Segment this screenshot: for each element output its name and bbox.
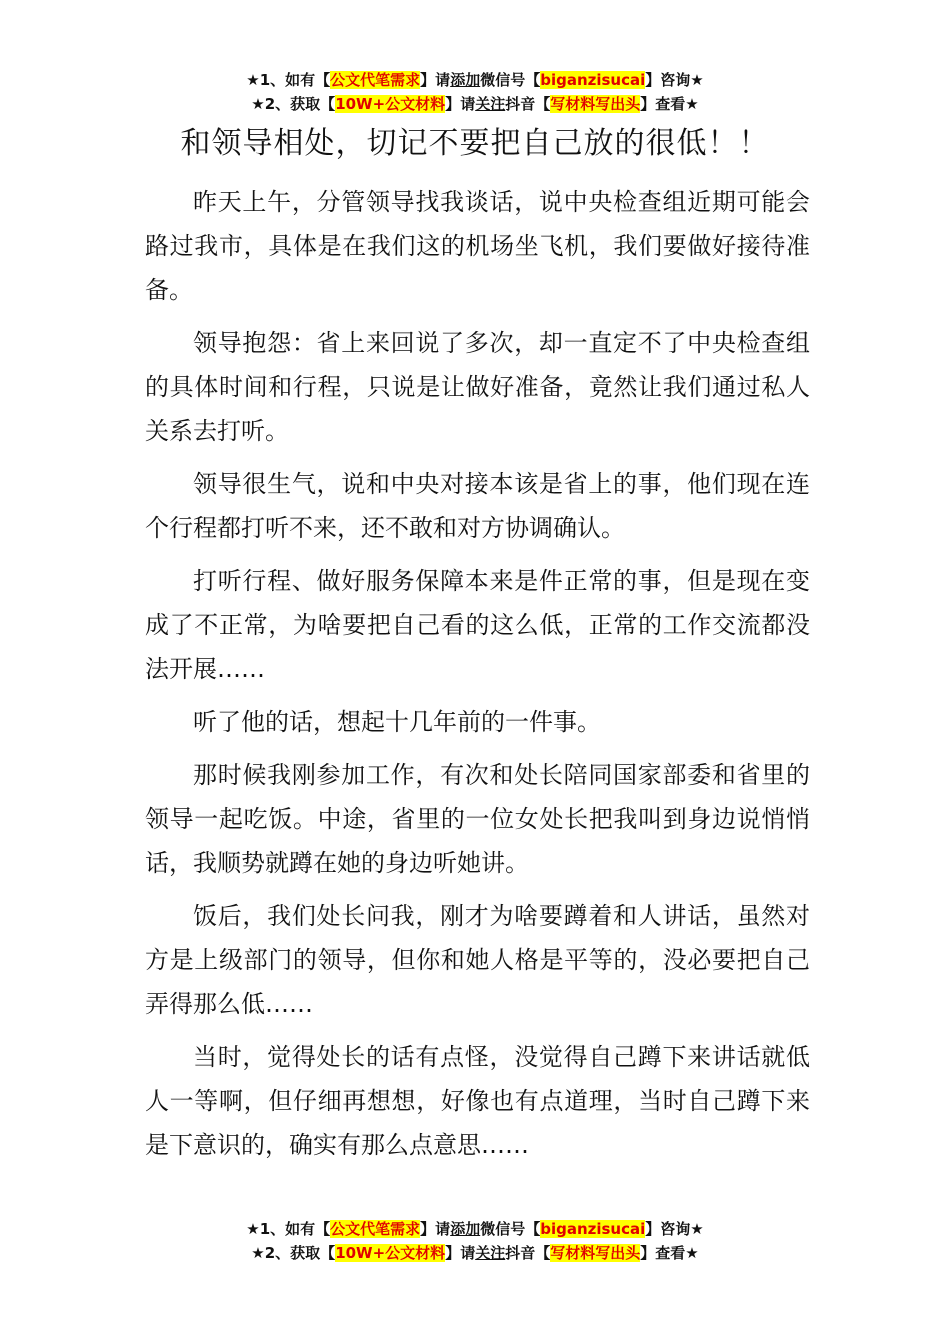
document-title: 和领导相处，切记不要把自己放的很低！！ [180,126,770,161]
banner-text: 】查看★ [640,95,699,113]
banner-text: 】查看★ [640,1244,699,1262]
banner-line-1 [0,1217,950,1241]
paragraph: 昨天上午，分管领导找我谈话，说中央检查组近期可能会路过我市，具体是在我们这的机场坐飞机，我们要做好接待准备。 [145,188,810,304]
banner-text: ★1、如有【 [246,71,331,89]
banner-line-2 [0,92,950,116]
document-body [145,180,810,1176]
banner-line-1 [0,68,950,92]
banner-highlight: 写材料写出头 [550,1244,641,1262]
banner-highlight: biganzisucai [540,71,646,89]
banner-underlined: 添加 [450,71,481,89]
banner-text: 】请 [420,1220,451,1238]
banner-underlined: 关注 [475,1244,506,1262]
paragraph: 打听行程、做好服务保障本来是件正常的事，但是现在变成了不正常，为啥要把自己看的这么低，正常的工作交流都没法开展…… [145,567,810,683]
banner-text: 抖音【 [505,95,551,113]
banner-highlight: 写材料写出头 [550,95,641,113]
banner-text: ★1、如有【 [246,1220,331,1238]
paragraph: 领导很生气，说和中央对接本该是省上的事，他们现在连个行程都打听不来，还不敢和对方协调确认。 [145,470,810,542]
banner-highlight: biganzisucai [540,1220,646,1238]
banner-line-2 [0,1241,950,1265]
paragraph: 听了他的话，想起十几年前的一件事。 [193,708,601,736]
paragraph: 那时候我刚参加工作，有次和处长陪同国家部委和省里的领导一起吃饭。中途，省里的一位女处长把我叫到身边说悄悄话，我顺势就蹲在她的身边听她讲。 [145,761,810,877]
footer-banner [0,1217,950,1265]
header-banner [0,68,950,116]
banner-highlight: 公文代笔需求 [330,1220,421,1238]
banner-text: 】请 [420,71,451,89]
banner-highlight: 公文代笔需求 [330,71,421,89]
banner-text: ★2、获取【 [251,1244,336,1262]
banner-text: 微信号【 [480,1220,541,1238]
banner-text: 】咨询★ [645,71,704,89]
banner-text: 】请 [445,95,476,113]
banner-text: 微信号【 [480,71,541,89]
banner-underlined: 关注 [475,95,506,113]
banner-text: 】咨询★ [645,1220,704,1238]
banner-highlight: 10W+公文材料 [335,1244,446,1262]
banner-underlined: 添加 [450,1220,481,1238]
banner-text: 】请 [445,1244,476,1262]
banner-text: 抖音【 [505,1244,551,1262]
paragraph: 饭后，我们处长问我，刚才为啥要蹲着和人讲话，虽然对方是上级部门的领导，但你和她人格是平等的，没必要把自己弄得那么低…… [145,902,810,1018]
banner-text: ★2、获取【 [251,95,336,113]
paragraph: 当时，觉得处长的话有点怪，没觉得自己蹲下来讲话就低人一等啊，但仔细再想想，好像也有点道理，当时自己蹲下来是下意识的，确实有那么点意思…… [145,1043,810,1159]
paragraph: 领导抱怨：省上来回说了多次，却一直定不了中央检查组的具体时间和行程，只说是让做好准备，竟然让我们通过私人关系去打听。 [145,329,810,445]
banner-highlight: 10W+公文材料 [335,95,446,113]
